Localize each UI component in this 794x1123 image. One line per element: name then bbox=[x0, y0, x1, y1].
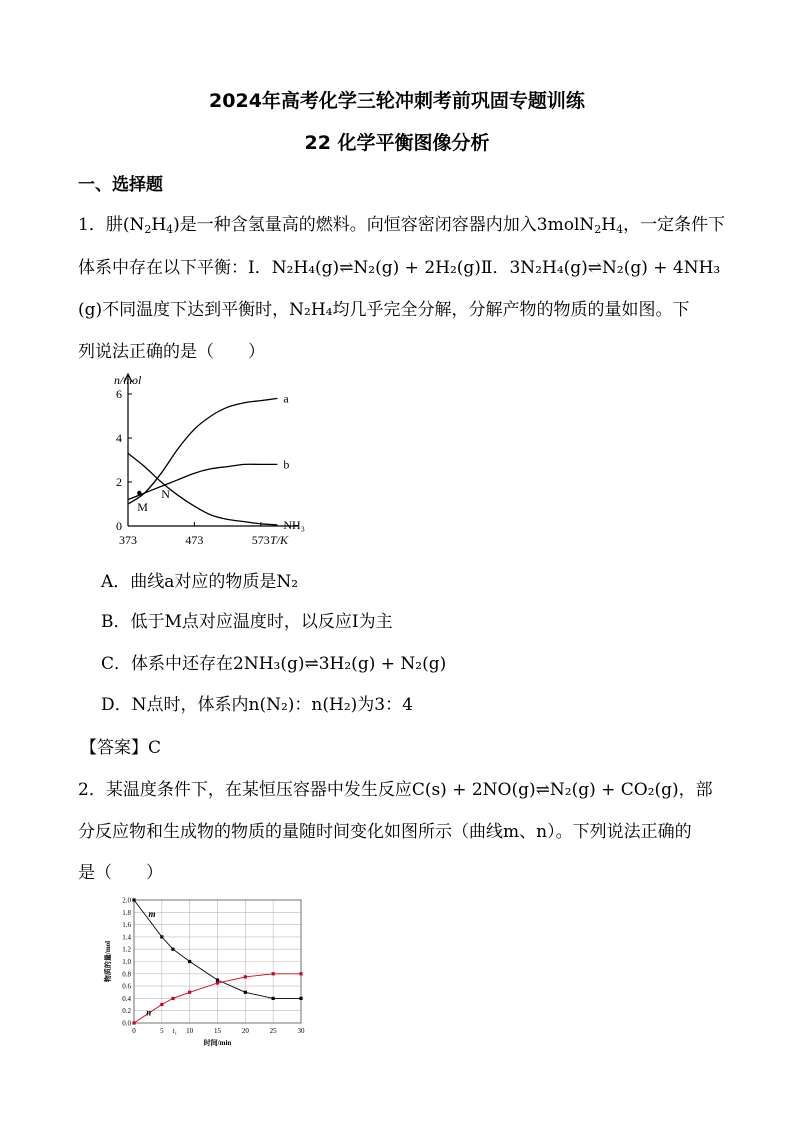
y-tick-label: 1.4 bbox=[122, 933, 131, 942]
curve-a bbox=[128, 398, 277, 504]
q1-line-1: 1．肼$(N_2H_4)$是一种含氢量高的燃料。向恒容密闭容器内加入$3molN_2H_4$，一定条件下 bbox=[78, 215, 726, 236]
curve-n-point bbox=[299, 972, 302, 975]
y-tick-label: 6 bbox=[116, 387, 122, 401]
y-tick-label: 0 bbox=[116, 519, 122, 533]
x-axis-title: T/K bbox=[270, 533, 289, 547]
curve-b-label: b bbox=[283, 457, 290, 472]
curve-m-point bbox=[272, 997, 275, 1000]
q1-option-a: A．曲线a对应的物质是N₂ bbox=[101, 572, 299, 592]
curve-m-point bbox=[216, 978, 219, 981]
y-tick-label: 0.4 bbox=[122, 994, 131, 1003]
figure-2-chart bbox=[100, 886, 320, 1052]
q1-answer: 【答案】C bbox=[80, 738, 162, 758]
q1-option-c: C．体系中还存在2NH₃(g)⇌3H₂(g) + N₂(g) bbox=[101, 654, 447, 674]
curve-m-point bbox=[171, 948, 174, 951]
y-tick-label: 1.8 bbox=[122, 908, 131, 917]
q2-line-3: 是（ ） bbox=[78, 863, 163, 883]
x-tick-label: 15 bbox=[214, 1027, 221, 1035]
point-m-marker bbox=[137, 491, 141, 495]
x-tick-label: 25 bbox=[269, 1027, 277, 1035]
x-tick-label: 5 bbox=[160, 1027, 164, 1035]
curve-n-point bbox=[272, 972, 275, 975]
x-tick-label: 373 bbox=[119, 533, 137, 547]
curve-m-point bbox=[244, 991, 247, 994]
section-heading: 一、选择题 bbox=[78, 175, 163, 195]
curve-nh3-label: NH₃ bbox=[283, 517, 305, 532]
y-tick-label: 0.6 bbox=[122, 982, 131, 991]
q2-line-1: 2．某温度条件下，在某恒压容器中发生反应C(s) + 2NO(g)⇌N₂(g) + CO₂(g)，部 bbox=[78, 780, 713, 800]
y-tick-label: 4 bbox=[116, 431, 122, 445]
y-tick-label: 1.0 bbox=[122, 958, 131, 966]
q1-line-1-d: H bbox=[601, 215, 617, 235]
document-subtitle: 22 化学平衡图像分析 bbox=[304, 132, 490, 154]
curve-a-label: a bbox=[283, 391, 289, 406]
y-tick-label: 2.0 bbox=[122, 896, 131, 905]
curve-m-point bbox=[132, 898, 135, 901]
document-title: 2024年高考化学三轮冲刺考前巩固专题训练 bbox=[209, 90, 585, 112]
t1-label: t₁ bbox=[172, 1027, 177, 1035]
x-tick-label: 473 bbox=[185, 533, 204, 547]
q1-line-1-a: 1．肼(N bbox=[78, 215, 145, 235]
q1-line-1-e: ，一定条件下 bbox=[623, 215, 726, 235]
x-tick-label: 30 bbox=[297, 1027, 305, 1035]
y-tick-label: 1.6 bbox=[122, 921, 131, 930]
curve-b bbox=[128, 464, 277, 499]
q1-line-1-c: )是一种含氢量高的燃料。向恒容密闭容器内加入3molN bbox=[173, 215, 595, 235]
y-tick-label: 0.0 bbox=[122, 1019, 131, 1028]
figure-1-chart bbox=[100, 368, 305, 553]
x-tick-label: 0 bbox=[132, 1027, 136, 1035]
curve-n-point bbox=[244, 975, 247, 978]
y-tick-label: 1.2 bbox=[122, 945, 131, 954]
y-tick-label: 0.2 bbox=[122, 1007, 131, 1016]
curve-n-point bbox=[160, 1003, 163, 1006]
q1-line-3: (g)不同温度下达到平衡时，N₂H₄均几乎完全分解，分解产物的物质的量如图。下 bbox=[78, 300, 690, 320]
curve-n-point bbox=[132, 1021, 135, 1024]
x-tick-label: 573 bbox=[251, 533, 270, 547]
curve-n-point bbox=[171, 997, 174, 1000]
curve-n-label: n bbox=[146, 1007, 152, 1018]
q1-line-2: 体系中存在以下平衡：Ⅰ．N₂H₄(g)⇌N₂(g) + 2H₂(g)Ⅱ．3N₂H₄(g)⇌N₂(g) + 4NH₃ bbox=[78, 258, 721, 278]
y-axis-title: 物质的量/mol bbox=[104, 940, 112, 983]
x-tick-label: 20 bbox=[241, 1027, 249, 1035]
point-m-label: M bbox=[137, 500, 148, 514]
x-tick-label: 10 bbox=[186, 1027, 194, 1035]
y-tick-label: 2 bbox=[116, 475, 122, 489]
curve-n-point bbox=[216, 981, 219, 984]
q1-line-4: 列说法正确的是（ ） bbox=[78, 342, 265, 362]
y-axis-title: n/mol bbox=[114, 373, 142, 387]
q1-option-b: B．低于M点对应温度时，以反应Ⅰ为主 bbox=[101, 612, 393, 632]
x-axis-title: 时间/min bbox=[203, 1039, 232, 1047]
y-tick-label: 0.8 bbox=[122, 970, 131, 979]
curve-m-point bbox=[299, 997, 302, 1000]
curve-m-point bbox=[188, 960, 191, 963]
curve-m-point bbox=[160, 935, 163, 938]
point-n-label: N bbox=[161, 487, 170, 501]
curve-m-label: m bbox=[148, 909, 156, 920]
q2-line-2: 分反应物和生成物的物质的量随时间变化如图所示（曲线m、n）。下列说法正确的 bbox=[78, 822, 692, 842]
q1-line-1-b: H bbox=[151, 215, 167, 235]
q1-option-d: D．N点时，体系内n(N₂)：n(H₂)为3：4 bbox=[101, 695, 413, 715]
curve-n-point bbox=[188, 991, 191, 994]
